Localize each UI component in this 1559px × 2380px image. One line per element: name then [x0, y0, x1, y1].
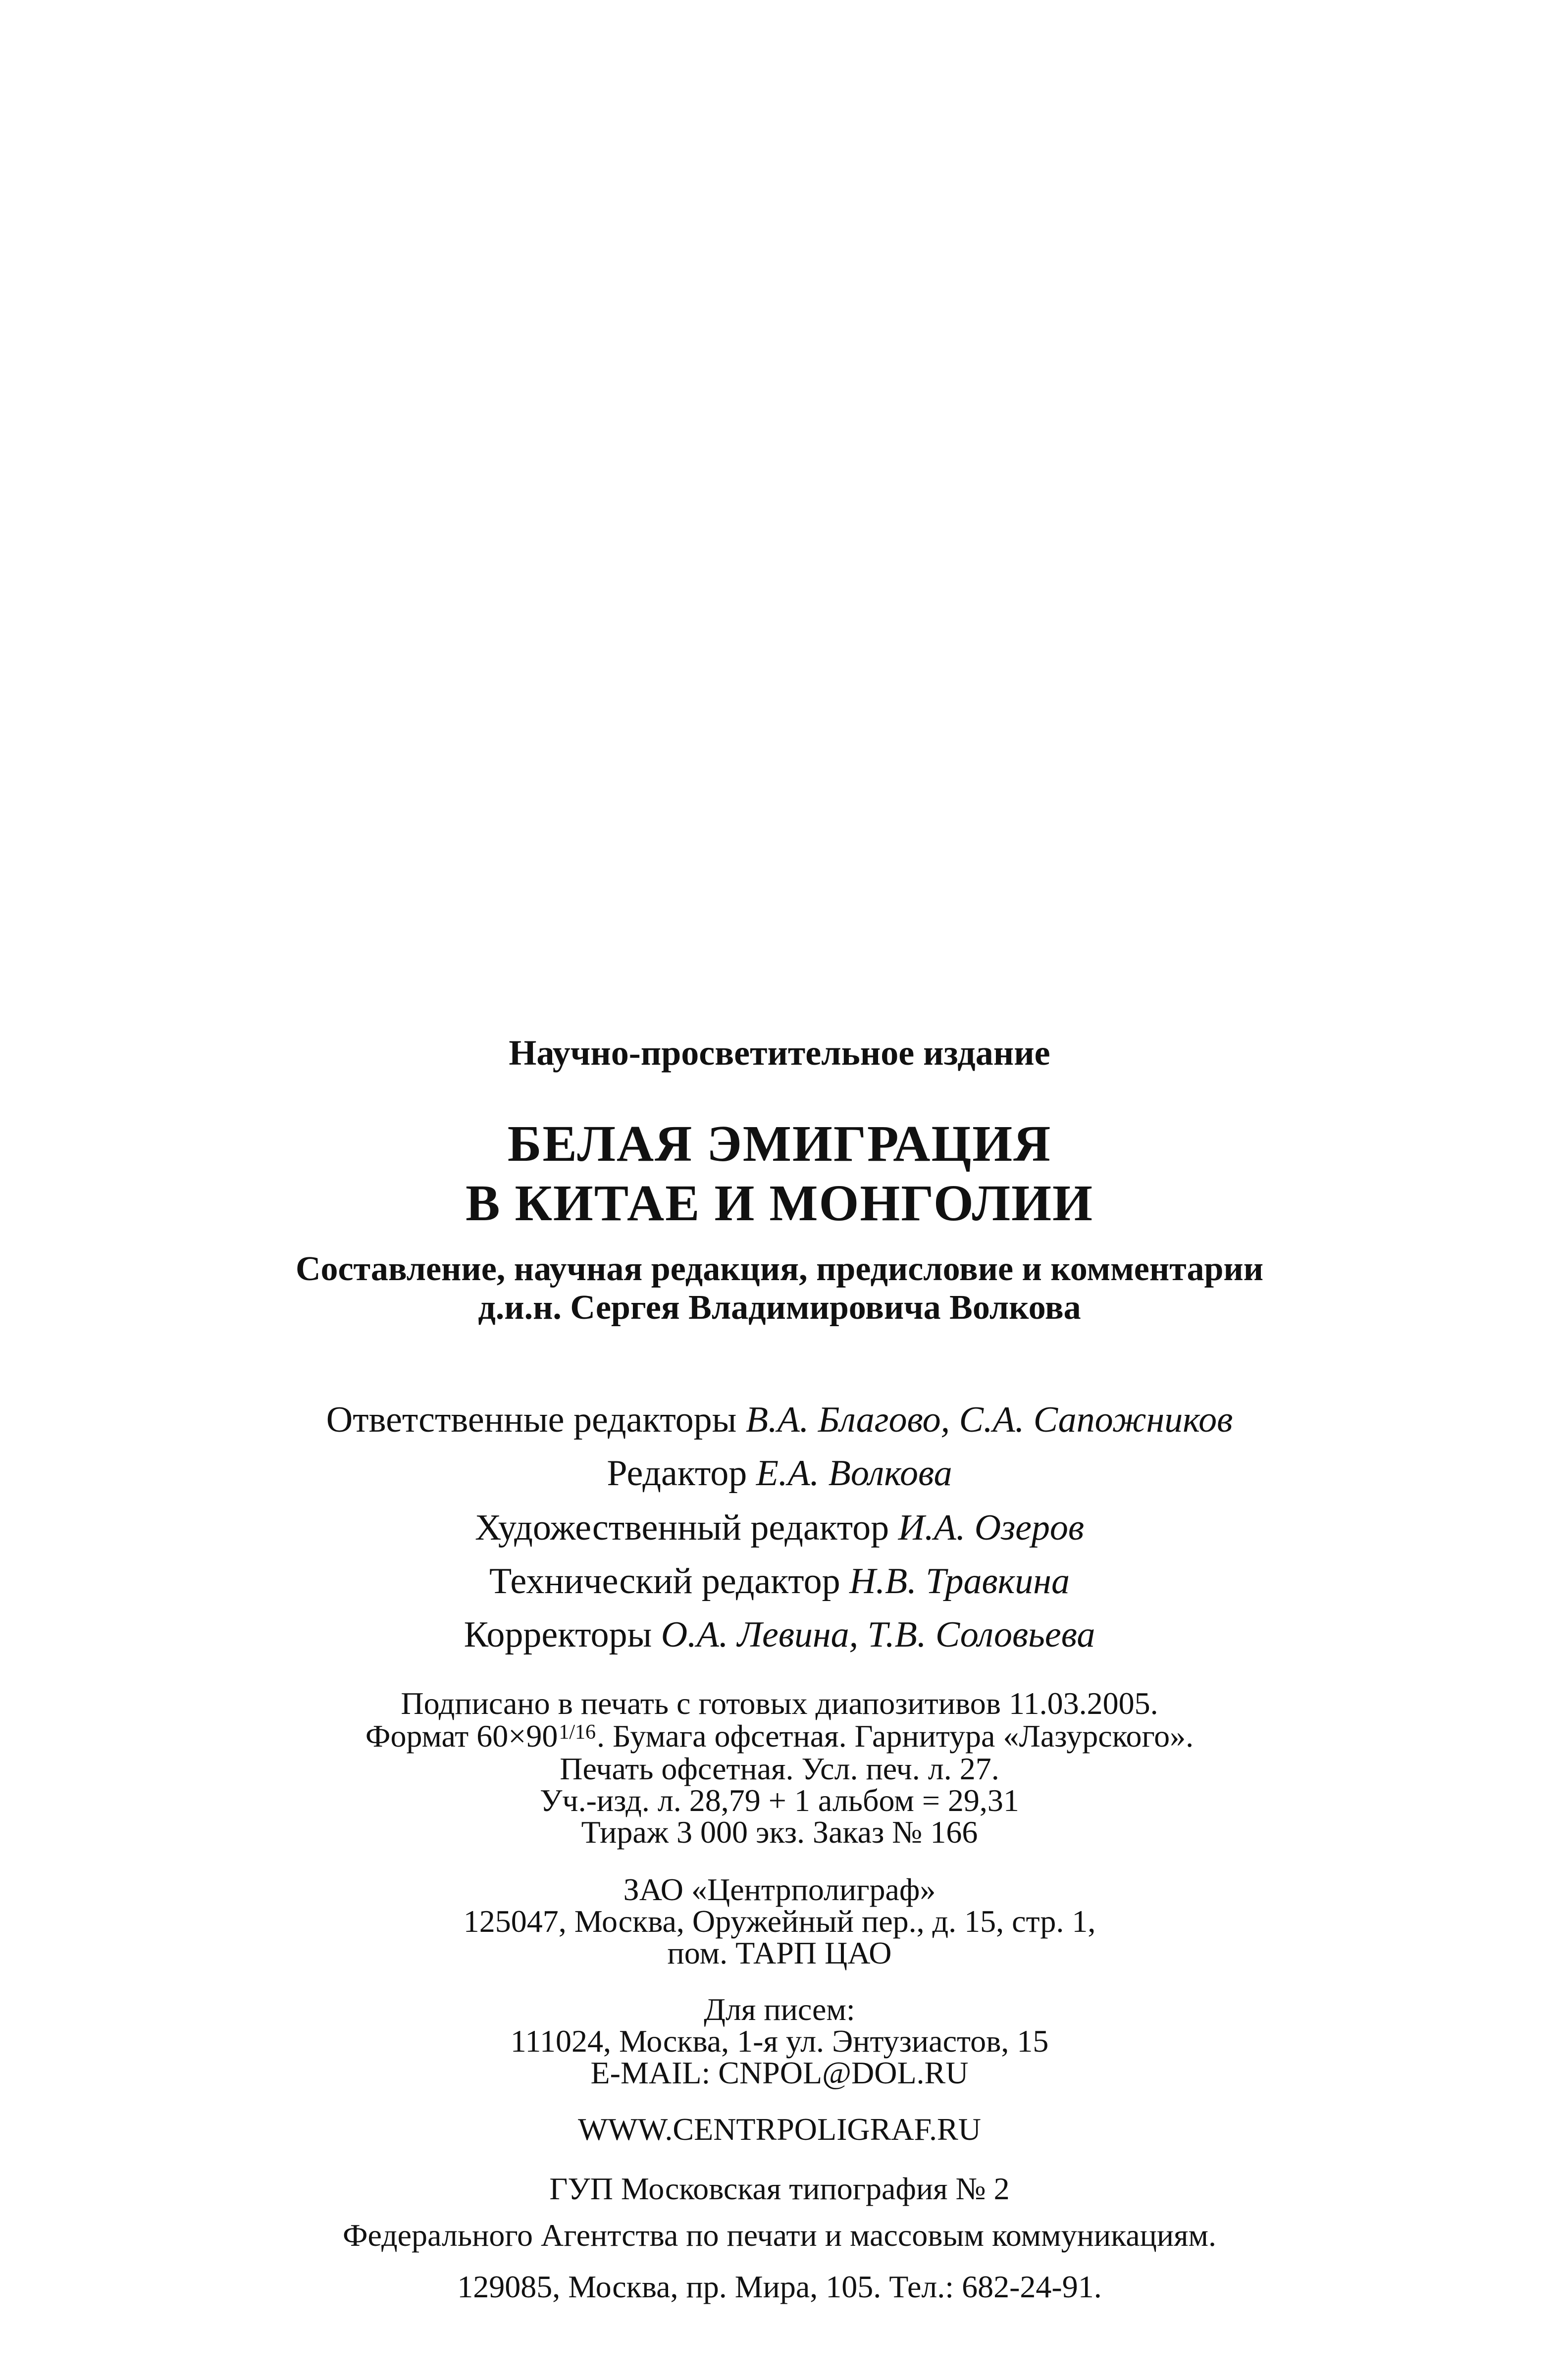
- editor-names: Н.В. Травкина: [849, 1561, 1070, 1602]
- editor-credit: [0, 1509, 1559, 1546]
- signed-to-print: Подписано в печать с готовых диапозитивов 11.03.2005.: [401, 1686, 1158, 1721]
- editor-names: Е.А. Волкова: [756, 1453, 952, 1494]
- editor-credit: [0, 1401, 1559, 1438]
- compilation-credit-line-2: д.и.н. Сергея Владимировича Волкова: [478, 1289, 1081, 1327]
- book-title-line-1: БЕЛАЯ ЭМИГРАЦИЯ: [507, 1115, 1052, 1172]
- editor-role: Ответственные редакторы: [326, 1399, 737, 1440]
- edition-genre: Научно-просветительное издание: [509, 1033, 1050, 1073]
- editor-credit: [0, 1563, 1559, 1600]
- printer-agency: Федерального Агентства по печати и массовым коммуникациям.: [342, 2218, 1217, 2253]
- format-prefix: Формат 60×90: [365, 1718, 558, 1754]
- website: WWW.CENTRPOLIGRAF.RU: [578, 2112, 981, 2147]
- email-address: E-MAIL: CNPOL@DOL.RU: [590, 2055, 969, 2090]
- mail-label: Для писем:: [704, 1992, 855, 2027]
- format-fraction: 1/16: [559, 1721, 596, 1744]
- print-type: Печать офсетная. Усл. печ. л. 27.: [560, 1751, 999, 1786]
- format-and-paper: [0, 1720, 1559, 1752]
- format-suffix: . Бумага офсетная. Гарнитура «Лазурского».: [597, 1718, 1194, 1754]
- publisher-address-line-2: пом. ТАРП ЦАО: [667, 1935, 892, 1970]
- publisher-address-line-1: 125047, Москва, Оружейный пер., д. 15, стр. 1,: [463, 1904, 1096, 1939]
- editor-credit: [0, 1455, 1559, 1492]
- print-run: Тираж 3 000 экз. Заказ № 166: [581, 1814, 978, 1850]
- publisher-name: ЗАО «Центрполиграф»: [623, 1872, 936, 1907]
- editor-credit: [0, 1616, 1559, 1653]
- editor-names: О.А. Левина, Т.В. Соловьева: [661, 1614, 1095, 1655]
- compilation-credit-line-1: Составление, научная редакция, предисловие и комментарии: [295, 1250, 1264, 1288]
- book-title-line-2: В КИТАЕ И МОНГОЛИИ: [466, 1175, 1093, 1232]
- publishing-sheets: Уч.-изд. л. 28,79 + 1 альбом = 29,31: [540, 1783, 1019, 1818]
- editor-names: В.А. Благово, С.А. Сапожников: [745, 1399, 1233, 1440]
- mail-address: 111024, Москва, 1-я ул. Энтузиастов, 15: [510, 2023, 1049, 2059]
- editor-role: Технический редактор: [489, 1561, 840, 1602]
- printer-name: ГУП Московская типография № 2: [549, 2171, 1010, 2206]
- editor-role: Корректоры: [464, 1614, 652, 1655]
- editor-names: И.А. Озеров: [898, 1507, 1085, 1548]
- printer-address: 129085, Москва, пр. Мира, 105. Тел.: 682-24-91.: [457, 2269, 1102, 2304]
- editor-role: Художественный редактор: [474, 1507, 889, 1548]
- editor-role: Редактор: [607, 1453, 747, 1494]
